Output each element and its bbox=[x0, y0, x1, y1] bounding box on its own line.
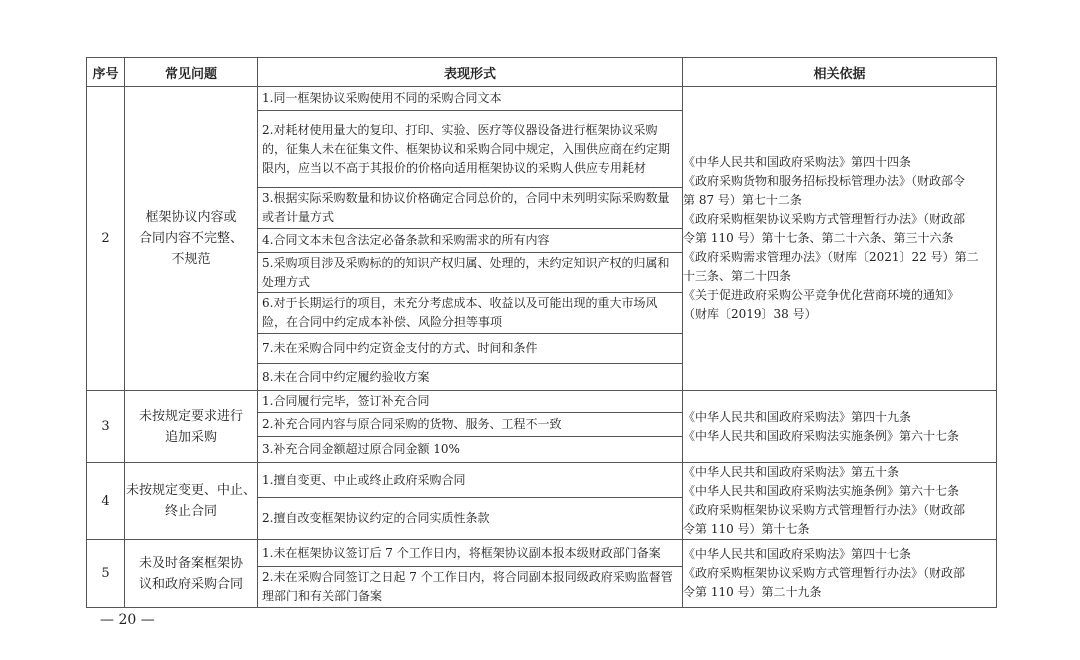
issue-line: 框架协议内容或 bbox=[145, 210, 237, 225]
row-manifestation bbox=[258, 463, 683, 540]
row-basis bbox=[683, 87, 997, 391]
basis-line: 《政府采购货物和服务招标投标管理办法》（财政部令 bbox=[683, 174, 966, 188]
list-item: 3.根据实际采购数量和协议价格确定合同总价的，合同中未列明实际采购数量或者计量方式 bbox=[258, 188, 682, 229]
list-item: 5.采购项目涉及采购标的的知识产权归属、处理的，未约定知识产权的归属和处理方式 bbox=[258, 253, 682, 293]
basis-line: 第 87 号）第七十二条 bbox=[683, 193, 802, 207]
table-row bbox=[87, 540, 997, 608]
header-manifestation: 表现形式 bbox=[258, 58, 683, 87]
table-row bbox=[87, 463, 997, 540]
row-manifestation bbox=[258, 540, 683, 608]
row-issue bbox=[125, 391, 258, 463]
list-item: 1.合同履行完毕，签订补充合同 bbox=[258, 391, 682, 413]
list-item: 8.未在合同中约定履约验收方案 bbox=[262, 369, 430, 384]
list-item: 1.未在框架协议签订后 7 个工作日内，将框架协议副本报本级财政部门备案 bbox=[258, 540, 682, 567]
row-basis bbox=[683, 463, 997, 540]
basis-line: 《政府采购需求管理办法》（财库〔2021〕22 号）第二 bbox=[683, 250, 979, 264]
page-number: — 20 — bbox=[100, 612, 155, 628]
list-item: 2.补充合同内容与原合同采购的货物、服务、工程不一致 bbox=[258, 413, 682, 437]
issue-line: 不规范 bbox=[171, 252, 211, 267]
basis-line: 《中华人民共和国政府采购法》第四十九条 bbox=[683, 409, 912, 424]
list-item: 2.对耗材使用量大的复印、打印、实验、医疗等仪器设备进行框架协议采购的，征集人未在征集文件、框架协议和采购合同中规定，入围供应商在约定期限内，应当以不高于其报价的价格向适用框架协议的采购人供应专用耗材 bbox=[258, 111, 682, 188]
row-basis bbox=[683, 391, 997, 463]
row-seq: 5 bbox=[87, 540, 125, 608]
basis-line: 《中华人民共和国政府采购法》第五十条 bbox=[683, 465, 900, 479]
table-row bbox=[87, 391, 997, 463]
list-item: 1.擅自变更、中止或终止政府采购合同 bbox=[258, 463, 682, 498]
list-item: 4.合同文本未包含法定必备条款和采购需求的所有内容 bbox=[258, 229, 682, 253]
basis-line: 令第 110 号）第二十九条 bbox=[683, 585, 822, 599]
list-item: 6.对于长期运行的项目，未充分考虑成本、收益以及可能出现的重大市场风险，在合同中约定成本补偿、风险分担等事项 bbox=[258, 293, 682, 334]
row-manifestation bbox=[258, 391, 683, 463]
list-item: 2.擅自改变框架协议约定的合同实质性条款 bbox=[262, 511, 490, 525]
regulation-table bbox=[86, 57, 997, 608]
row-seq: 4 bbox=[87, 463, 125, 540]
basis-line: 《政府采购框架协议采购方式管理暂行办法》（财政部 bbox=[683, 503, 966, 517]
basis-line: 令第 110 号）第十七条 bbox=[683, 522, 810, 536]
table-row bbox=[87, 87, 997, 391]
list-item: 3.补充合同金额超过原合同金额 10% bbox=[262, 442, 460, 456]
issue-line: 未及时备案框架协 bbox=[138, 555, 243, 571]
issue-line: 议和政府采购合同 bbox=[138, 576, 243, 592]
basis-line: 《政府采购框架协议采购方式管理暂行办法》（财政部 bbox=[683, 212, 966, 226]
row-issue bbox=[125, 87, 258, 391]
header-basis: 相关依据 bbox=[683, 58, 997, 87]
row-seq: 3 bbox=[87, 391, 125, 463]
issue-line: 追加采购 bbox=[164, 429, 217, 445]
list-item: 2.未在采购合同签订之日起 7 个工作日内，将合同副本报同级政府采购监督管理部门和有关部门备案 bbox=[262, 570, 673, 603]
row-basis bbox=[683, 540, 997, 608]
basis-line: 《中华人民共和国政府采购法实施条例》第六十七条 bbox=[683, 484, 960, 498]
issue-line: 终止合同 bbox=[164, 504, 217, 519]
basis-line: 《政府采购框架协议采购方式管理暂行办法》（财政部 bbox=[683, 566, 966, 580]
list-item: 1.同一框架协议采购使用不同的采购合同文本 bbox=[258, 87, 682, 111]
header-issue: 常见问题 bbox=[125, 58, 258, 87]
basis-line: （财库〔2019〕38 号） bbox=[683, 307, 817, 321]
basis-line: 令第 110 号）第十七条、第二十六条、第三十六条 bbox=[683, 231, 954, 245]
row-issue bbox=[125, 540, 258, 608]
issue-line: 合同内容不完整、 bbox=[138, 231, 243, 246]
basis-line: 《关于促进政府采购公平竞争优化营商环境的通知》 bbox=[683, 288, 960, 302]
row-manifestation bbox=[258, 87, 683, 391]
basis-line: 《中华人民共和国政府采购法实施条例》第六十七条 bbox=[683, 428, 960, 443]
issue-line: 未按规定变更、中止、 bbox=[125, 483, 256, 498]
header-row bbox=[87, 58, 997, 87]
list-item: 7.未在采购合同中约定资金支付的方式、时间和条件 bbox=[258, 334, 682, 364]
issue-line: 未按规定要求进行 bbox=[138, 408, 243, 424]
basis-line: 《中华人民共和国政府采购法》第四十七条 bbox=[683, 547, 912, 561]
row-issue bbox=[125, 463, 258, 540]
basis-line: 十三条、第二十四条 bbox=[683, 269, 792, 283]
header-seq: 序号 bbox=[87, 58, 125, 87]
row-seq: 2 bbox=[87, 87, 125, 391]
basis-line: 《中华人民共和国政府采购法》第四十四条 bbox=[683, 155, 912, 169]
